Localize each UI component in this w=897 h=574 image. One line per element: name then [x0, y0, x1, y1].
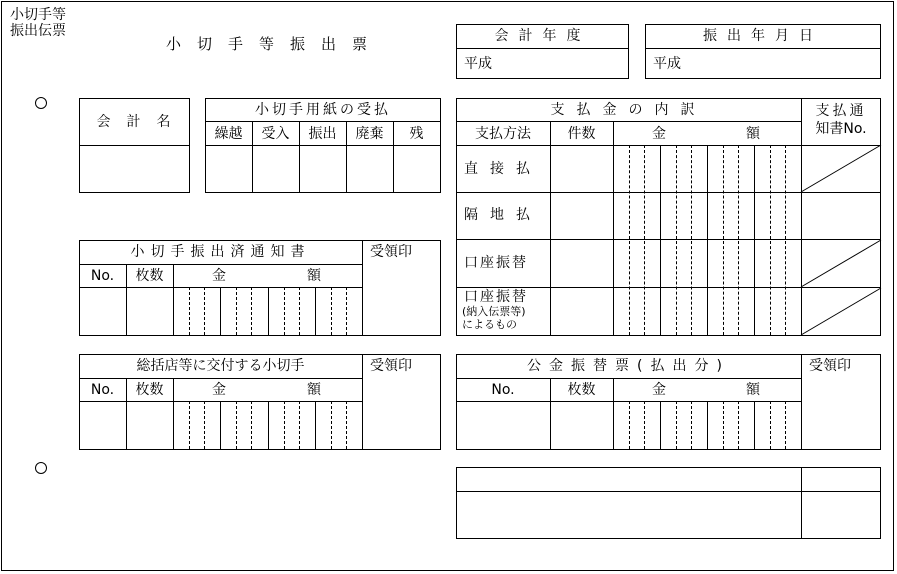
issued-notice-col-no: No. — [90, 268, 115, 284]
issued-notice-col-amount-right: 額 — [307, 268, 321, 284]
form-name-line1: 小切手等 — [10, 7, 66, 23]
store-checks-title: 総括店等に交付する小切手 — [136, 358, 305, 374]
store-checks-col-amount-right: 額 — [307, 382, 321, 398]
store-checks-col-sheets: 枚数 — [135, 382, 164, 398]
issued-notice-seal: 受領印 — [370, 244, 412, 260]
public-transfer-col-amount-right: 額 — [746, 382, 760, 398]
method-remote: 隔地払 — [464, 207, 542, 223]
account-name-label: 会計名 — [96, 114, 187, 130]
public-transfer-title: 公金振替票(払出分) — [527, 358, 730, 374]
notice-header-line2: 知書No. — [815, 121, 867, 137]
payment-col-amount-right: 額 — [746, 126, 760, 142]
public-transfer-col-amount-left: 金 — [652, 382, 666, 398]
check-paper-col-issued: 振出 — [308, 126, 337, 142]
form-name-line2: 振出伝票 — [10, 23, 66, 39]
form-title: 小切手等振出票 — [166, 35, 384, 53]
store-checks-col-amount-left: 金 — [212, 382, 226, 398]
check-paper-col-received: 受入 — [261, 126, 290, 142]
issued-notice-col-sheets: 枚数 — [135, 268, 164, 284]
fiscal-year-label: 会計年度 — [494, 28, 591, 44]
notice-diagonals — [801, 145, 881, 336]
method-transfer-note1: (納入伝票等) — [462, 305, 526, 318]
store-checks-col-no: No. — [90, 382, 115, 398]
public-transfer-col-sheets: 枚数 — [567, 382, 596, 398]
public-transfer-seal: 受領印 — [809, 358, 851, 374]
method-transfer-slip: 口座振替 — [464, 289, 528, 305]
payment-col-method: 支払方法 — [475, 126, 531, 142]
notice-header-line1: 支払通 — [815, 103, 867, 119]
issued-notice-col-amount-left: 金 — [212, 268, 226, 284]
method-direct: 直接払 — [464, 161, 542, 177]
public-transfer-col-no: No. — [491, 382, 515, 398]
check-paper-col-discarded: 廃棄 — [355, 126, 384, 142]
issue-date-value: 平成 — [653, 56, 681, 72]
check-paper-title: 小切手用紙の受払 — [255, 102, 391, 118]
punch-hole-bottom — [35, 462, 47, 474]
payment-breakdown-title: 支払金の内訳 — [550, 102, 707, 118]
method-transfer: 口座振替 — [464, 255, 528, 271]
payment-col-amount-left: 金 — [652, 126, 666, 142]
check-paper-col-carryover: 繰越 — [214, 126, 243, 142]
fiscal-year-value: 平成 — [464, 56, 492, 72]
payment-col-count: 件数 — [567, 126, 596, 142]
check-paper-col-remaining: 残 — [409, 126, 424, 142]
punch-hole-top — [35, 97, 47, 109]
issue-date-label: 振出年月日 — [703, 28, 823, 44]
bottom-blank-box — [456, 467, 881, 539]
store-checks-seal: 受領印 — [370, 358, 412, 374]
issued-notice-title: 小切手振出済通知書 — [130, 244, 311, 260]
method-transfer-note2: によるもの — [462, 318, 517, 331]
